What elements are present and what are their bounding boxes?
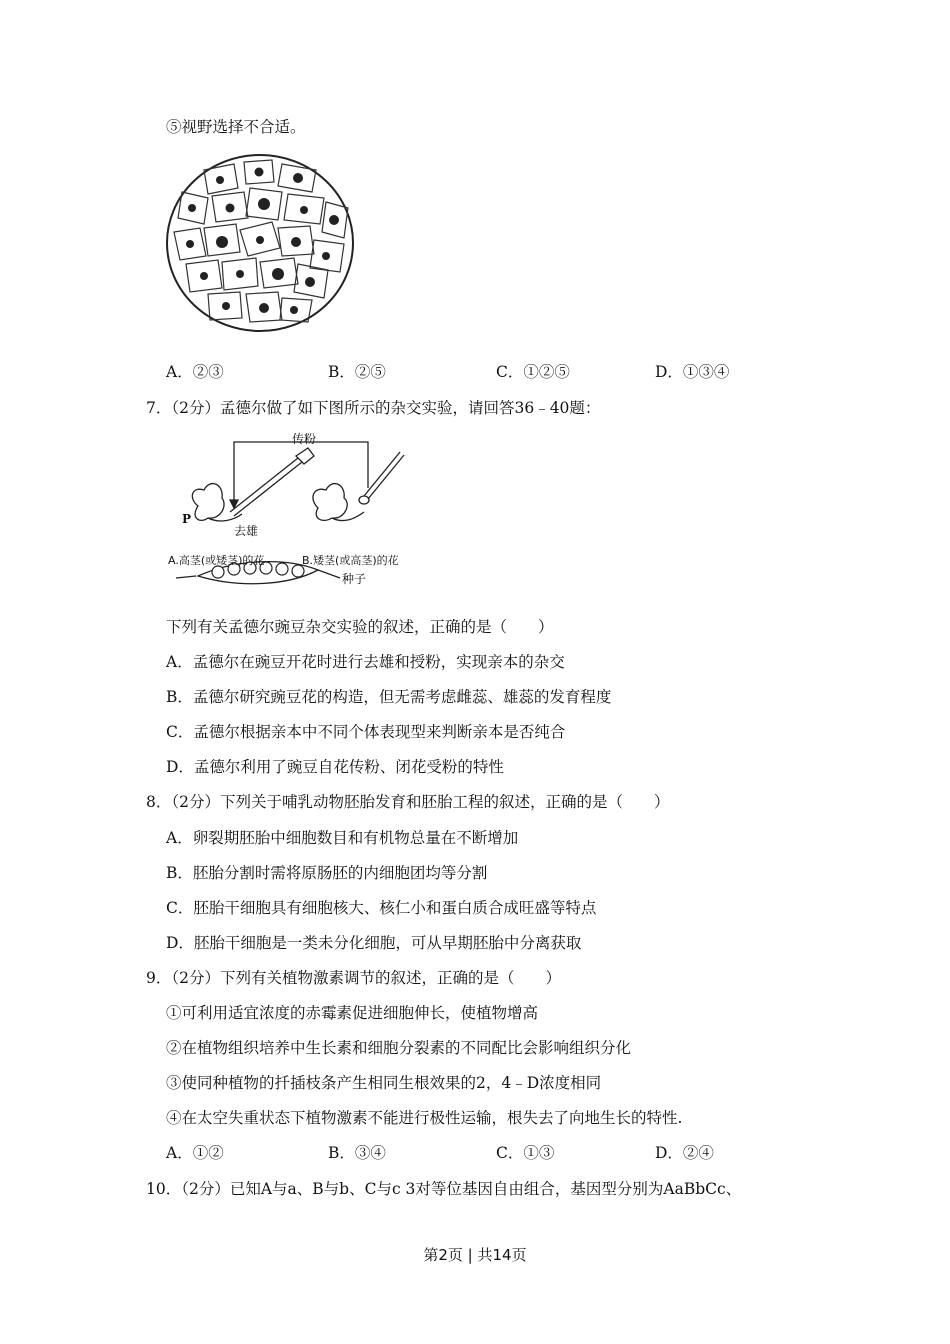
q7-question: 下列有关孟德尔豌豆杂交实验的叙述，正确的是（ ） (166, 618, 554, 636)
label-seed: 种子 (342, 572, 367, 586)
q7-option-b: B．孟德尔研究豌豆花的构造，但无需考虑雌蕊、雄蕊的发育程度 (166, 688, 612, 706)
q8-option-c: C．胚胎干细胞具有细胞核大、核仁小和蛋白质合成旺盛等特点 (166, 899, 597, 917)
q9-option-d: D．②④ (655, 1144, 714, 1162)
label-p: P (182, 512, 192, 526)
label-flower-a: A.高茎(或矮茎)的花 (168, 554, 265, 567)
mendel-cross-drawing (168, 428, 418, 598)
q9-item-1: ①可利用适宜浓度的赤霉素促进细胞伸长，使植物增高 (166, 1004, 539, 1022)
q6-option-c: C．①②⑤ (496, 363, 570, 381)
q7-stem: 7．（2分）孟德尔做了如下图所示的杂交实验，请回答36﹣40题： (146, 399, 601, 417)
q7-option-c: C．孟德尔根据亲本中不同个体表现型来判断亲本是否纯合 (166, 723, 566, 741)
q7-option-a: A．孟德尔在豌豆开花时进行去雄和授粉，实现亲本的杂交 (166, 653, 565, 671)
q9-item-3: ③使同种植物的扦插枝条产生相同生根效果的2，4﹣D浓度相同 (166, 1074, 602, 1092)
q10-stem: 10．（2分）已知A与a、B与b、C与c 3对等位基因自由组合，基因型分别为AaBbCc、 (146, 1180, 742, 1198)
q8-stem: 8．（2分）下列关于哺乳动物胚胎发育和胚胎工程的叙述，正确的是（ ） (146, 793, 670, 811)
page-footer: 第2页 | 共14页 (423, 1246, 527, 1264)
q6-option-d: D．①③④ (655, 363, 730, 381)
label-flower-b: B.矮茎(或高茎)的花 (302, 554, 399, 567)
q8-option-a: A．卵裂期胚胎中细胞数目和有机物总量在不断增加 (166, 829, 519, 847)
q6-option-b: B．②⑤ (328, 363, 386, 381)
q7-option-d: D．孟德尔利用了豌豆自花传粉、闭花受粉的特性 (166, 758, 504, 776)
q8-option-b: B．胚胎分割时需将原肠胚的内细胞团均等分割 (166, 864, 488, 882)
q9-stem: 9．（2分）下列有关植物激素调节的叙述，正确的是（ ） (146, 969, 561, 987)
label-pollination: 传粉 (292, 432, 317, 446)
q6-tail-text: ⑤视野选择不合适。 (166, 118, 306, 136)
q6-option-a: A．②③ (166, 363, 224, 381)
cell-microscope-figure (164, 152, 356, 334)
q9-option-c: C．①③ (496, 1144, 555, 1162)
q9-item-4: ④在太空失重状态下植物激素不能进行极性运输，根失去了向地生长的特性. (166, 1109, 683, 1127)
q9-option-b: B．③④ (328, 1144, 386, 1162)
label-emasculate: 去雄 (234, 524, 259, 538)
mendel-cross-figure (168, 428, 418, 598)
q8-option-d: D．胚胎干细胞是一类未分化细胞，可从早期胚胎中分离获取 (166, 934, 582, 952)
q9-option-a: A．①② (166, 1144, 224, 1162)
q9-item-2: ②在植物组织培养中生长素和细胞分裂素的不同配比会影响组织分化 (166, 1039, 632, 1057)
